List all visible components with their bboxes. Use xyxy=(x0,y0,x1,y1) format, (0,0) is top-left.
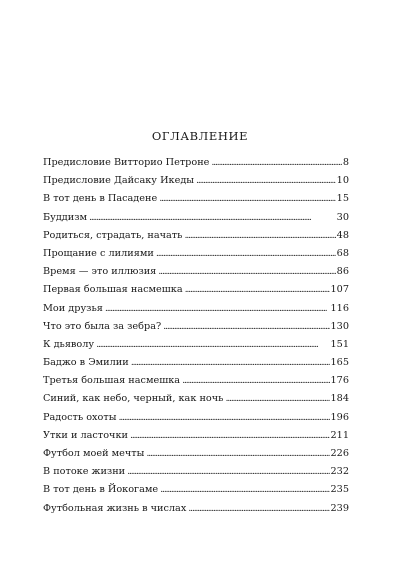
toc-entry-title: В тот день в Йокогаме xyxy=(43,484,159,496)
dot-leader xyxy=(188,500,329,518)
toc-entry xyxy=(43,172,349,190)
dot-leader xyxy=(225,390,329,408)
toc-entry xyxy=(43,227,349,245)
toc-entry-title: В тот день в Пасадене xyxy=(43,193,158,205)
toc-entry-page: 196 xyxy=(330,411,349,423)
toc-entry-title: Баджо в Эмилии xyxy=(43,357,129,369)
toc-entry-title: Предисловие Дайсаку Икеды xyxy=(43,175,194,187)
dot-leader xyxy=(163,318,329,336)
dot-leader xyxy=(158,263,335,281)
dot-leader xyxy=(131,354,330,372)
toc-entry-page: 184 xyxy=(330,393,349,405)
toc-entry-title: Радость охоты xyxy=(43,411,117,423)
toc-entry xyxy=(43,154,349,172)
toc-entry-page: 48 xyxy=(336,229,349,241)
toc-entry-title: Родиться, страдать, начать xyxy=(43,229,183,241)
toc-entry-page: 211 xyxy=(330,429,349,441)
toc-entry xyxy=(43,336,349,354)
toc-entry-page: 130 xyxy=(330,320,349,332)
toc-entry-title: К дьяволу xyxy=(43,338,95,350)
toc-entry-page: 151 xyxy=(330,338,349,350)
toc-entry-title: Что это была за зебра? xyxy=(43,320,162,332)
toc-entry xyxy=(43,500,349,518)
dot-leader xyxy=(105,300,330,318)
toc-entry-page: 232 xyxy=(330,466,349,478)
toc-entry-title: Синий, как небо, черный, как ночь xyxy=(43,393,224,405)
toc-entry xyxy=(43,372,349,390)
toc-entry-page: 239 xyxy=(330,502,349,514)
toc-entry xyxy=(43,245,349,263)
toc-entry-title: Утки и ласточки xyxy=(43,429,128,441)
toc-entry xyxy=(43,209,349,227)
toc-entry xyxy=(43,409,349,427)
toc-list xyxy=(43,154,349,518)
toc-entry-page: 107 xyxy=(330,284,349,296)
dot-leader xyxy=(146,445,329,463)
dot-leader xyxy=(156,245,336,263)
toc-entry xyxy=(43,190,349,208)
toc-entry-page: 15 xyxy=(336,193,349,205)
toc-entry xyxy=(43,481,349,499)
toc-entry-title: Футбол моей мечты xyxy=(43,448,145,459)
toc-entry-page: 86 xyxy=(336,266,349,278)
dot-leader xyxy=(118,409,329,427)
toc-entry xyxy=(43,318,349,336)
toc-title: ОГЛАВЛЕНИЕ xyxy=(151,129,249,143)
toc-entry-page: 8 xyxy=(342,157,349,168)
toc-entry-title: Мои друзья xyxy=(43,302,103,314)
dot-leader xyxy=(184,227,335,245)
toc-entry xyxy=(43,463,349,481)
toc-entry xyxy=(43,354,349,372)
dot-leader xyxy=(159,190,335,208)
toc-entry-page: 176 xyxy=(330,375,349,387)
toc-entry xyxy=(43,281,349,299)
dot-leader xyxy=(89,209,336,227)
toc-entry xyxy=(43,263,349,281)
dot-leader xyxy=(211,154,341,172)
dot-leader xyxy=(130,427,330,445)
toc-entry-title: В потоке жизни xyxy=(43,466,126,478)
toc-entry-title: Буддизм xyxy=(43,211,88,223)
toc-entry-title: Третья большая насмешка xyxy=(43,375,181,387)
dot-leader xyxy=(127,463,329,481)
dot-leader xyxy=(96,336,329,354)
toc-entry xyxy=(43,390,349,408)
dot-leader xyxy=(196,172,336,190)
toc-entry-title: Время — это иллюзия xyxy=(43,266,157,278)
toc-entry xyxy=(43,427,349,445)
toc-entry xyxy=(43,300,349,318)
toc-entry-title: Футбольная жизнь в числах xyxy=(43,502,187,514)
dot-leader xyxy=(182,372,329,390)
toc-entry-page: 68 xyxy=(336,247,349,259)
toc-entry-page: 165 xyxy=(330,357,349,369)
toc-entry-page: 226 xyxy=(330,448,349,459)
toc-entry-title: Предисловие Витторио Петроне xyxy=(43,157,210,168)
toc-entry-title: Прощание с лилиями xyxy=(43,247,154,259)
toc-entry-title: Первая большая насмешка xyxy=(43,284,183,296)
dot-leader xyxy=(185,281,330,299)
dot-leader xyxy=(160,481,329,499)
toc-entry xyxy=(43,445,349,463)
toc-entry-page: 30 xyxy=(336,211,349,223)
toc-entry-page: 235 xyxy=(330,484,349,496)
toc-entry-page: 10 xyxy=(336,175,349,187)
toc-entry-page: 116 xyxy=(330,302,349,314)
